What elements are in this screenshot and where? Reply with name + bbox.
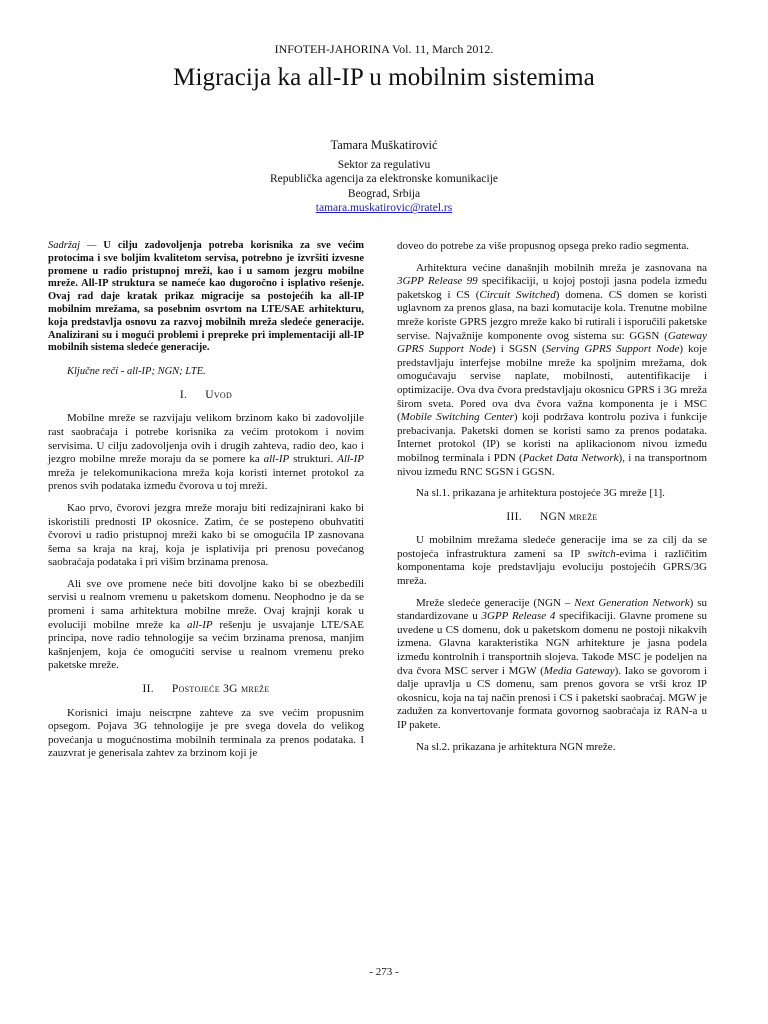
author-block	[0, 138, 768, 216]
author-city: Beograd, Srbija	[347, 187, 421, 200]
section-2-title: Postojeće 3G mreže	[171, 683, 270, 696]
section-1-number: I.	[179, 388, 188, 401]
author-email-link[interactable]: tamara.muskatirovic@ratel.rs	[315, 202, 453, 215]
section-2-paragraph-1: Korisnici imaju neiscrpne zahteve za sve većim propusnim opsegom. Pojava 3G tehnologije je pre svega dovela do velikog povećanja u mogućnostima mobilnih terminala za prenos podataka. I zauzvrat je generisala zahtev za brzinom koji je	[48, 706, 364, 760]
section-2-paragraph-1-continued: doveo do potrebe za više propusnog opsega preko radio segmenta.	[397, 240, 690, 252]
abstract-text: U cilju zadovoljenja potreba korisnika za sve većim protocima i sve boljim kvalitetom servisa, potrebno je izvršiti izvesne promene u radio pristupnoj mreži, kao i u samom jezgru mobilne mreže. All-IP struktura se nameće kao dugoročno i isplativo rešenje. Ovaj rad daje kratak prikaz migracije sa postojećih ka all-IP mobilnim mrežama, sa posebnim osvrtom na LTE/SAE arhitekturu, koja predstavlja osnovu za razvoj mobilnih mreža sledeće generacije. Analizirani su i mogući problemi i prepreke pri implementaciji all-IP mobilnih sistema sledeće generacije.	[48, 240, 364, 354]
author-org: Republička agencija za elektronske komunikacije	[270, 173, 498, 186]
section-2-paragraph-3: Na sl.1. prikazana je arhitektura postojeće 3G mreže [1].	[416, 487, 665, 500]
author-dept: Sektor za regulativu	[337, 158, 431, 171]
section-heading-3	[397, 511, 707, 525]
section-1-title: Uvod	[205, 388, 233, 401]
right-column	[397, 240, 707, 762]
abstract	[48, 240, 364, 355]
journal-header: INFOTEH-JAHORINA Vol. 11, March 2012.	[274, 42, 494, 56]
section-heading-1	[48, 389, 364, 403]
abstract-label: Sadržaj —	[48, 240, 97, 251]
page-number: - 273 -	[369, 966, 399, 978]
left-column	[48, 240, 364, 769]
section-1-paragraph-3: Ali sve ove promene neće biti dovoljne kako bi se obezbedili servisi u realnom vremenu u paketskom domenu. Neophodno je da se promeni i sama arhitektura mobilne mreže. Ovaj krajnji korak u evoluciji mobilne mreže ka all-IP rešenju je usvajanje LTE/SAE principa, nove radio tehnologije sa većim brzinama prenosa, manjim kašnjenjem, koja će omogućiti servise u realnom vremenu preko paketske mreže.	[48, 577, 364, 672]
section-1-paragraph-1: Mobilne mreže se razvijaju velikom brzinom kako bi zadovoljile rast saobraćaja i potrebe korisnika za većim protokom i novim servisima. U cilju zadovoljenja ovih i drugih zahteva, radio deo, kao i jezgro mobilne mreže moraju da se pomere ka all-IP strukturi. All-IP mreža je telekomunikaciona mreža koja koristi internet protokol za prenos svih podataka između čvorova u toj mreži.	[48, 412, 364, 493]
section-1-paragraph-2: Kao prvo, čvorovi jezgra mreže moraju biti redizajnirani kako bi iskoristili prednosti IP okosnice. Zatim, će se postepeno obuhvatiti čvorovi u radio pristupnoj mreži kako bi se omogućila IP zasnovana šema sa kraja na kraj, koja je isplativija pri prenosu povećanog saobraćaja podataka i pri višim brzinama prenosa.	[48, 501, 364, 569]
section-heading-2	[48, 683, 364, 697]
section-3-title: NGN mreže	[539, 510, 598, 523]
paper-title: Migracija ka all-IP u mobilnim sistemima	[173, 64, 595, 91]
section-2-paragraph-2: Arhitektura većine današnjih mobilnih mreža je zasnovana na 3GPP Release 99 specifikaciji, u kojoj postoji jasna podela između paketskog i CS (Circuit Switched) domena. CS domen se koristi uglavnom za prenos glasa, na bazi komutacije kola. Trenutne mobilne mreže koriste GPRS jezgro mreže kako bi rutirali i isporučili paketske servise. Najvažnije komponente ovog sistema su: GGSN (Gateway GPRS Support Node) i SGSN (Serving GPRS Support Node) koje predstavljaju interfejse mobilne mreže ka spoljnim mrežama, dok omogućavaju servise naplate, mobilnosti, autentifikacije i optimizacije. Ova dva čvora predstavljaju okosnicu GPRS i 3G mreža širom sveta. Pored ova dva čvora važna komponenta je i MSC (Mobile Switching Center) koji podržava kontrolu poziva i funkcije prebacivanja. Paketski domen se koristi samo za prenos podataka. Internet protokol (IP) se koristi na aplikacionom nivou između mobilnog terminala i PDN (Packet Data Network), i na transportnom nivou između RNC SGSN i GGSN.	[397, 261, 708, 478]
section-3-paragraph-2: Mreže sledeće generacije (NGN – Next Generation Network) su standardizovane u 3GPP Release 4 specifikaciji. Glavne promene su uvedene u CS domenu, dok u paketskom domenu ne postoji nikakvih izmena. Glavna karakteristika NGN arhitekture je jasna podela između kontrolnih i transportnih slojeva. Takođe MSC je podeljen na dva čvora MSC server i MGW (Media Gateway). Iako se govorom i dalje upravlja u CS domenu, sam prenos govora se vrši kroz IP okosnicu, koja na taj način prenosi i CS i paketski saobraćaj. MGW je zadužen za konvertovanje formata govornog saobraćaja iz RAN-a u IP pakete.	[397, 596, 708, 731]
section-3-paragraph-1: U mobilnim mrežama sledeće generacije ima se za cilj da se postojeća infrastruktura zameni sa IP switch-evima i različitim komponentama koje predstavljaju evoluciju postojećih GPRS/3G mreža.	[397, 534, 707, 588]
section-2-number: II.	[142, 683, 154, 696]
section-3-number: III.	[506, 510, 522, 523]
section-3-paragraph-3: Na sl.2. prikazana je arhitektura NGN mreže.	[416, 740, 616, 753]
keywords: Ključne reči - all-IP; NGN; LTE.	[67, 366, 206, 378]
author-name: Tamara Muškatirović	[330, 138, 438, 152]
